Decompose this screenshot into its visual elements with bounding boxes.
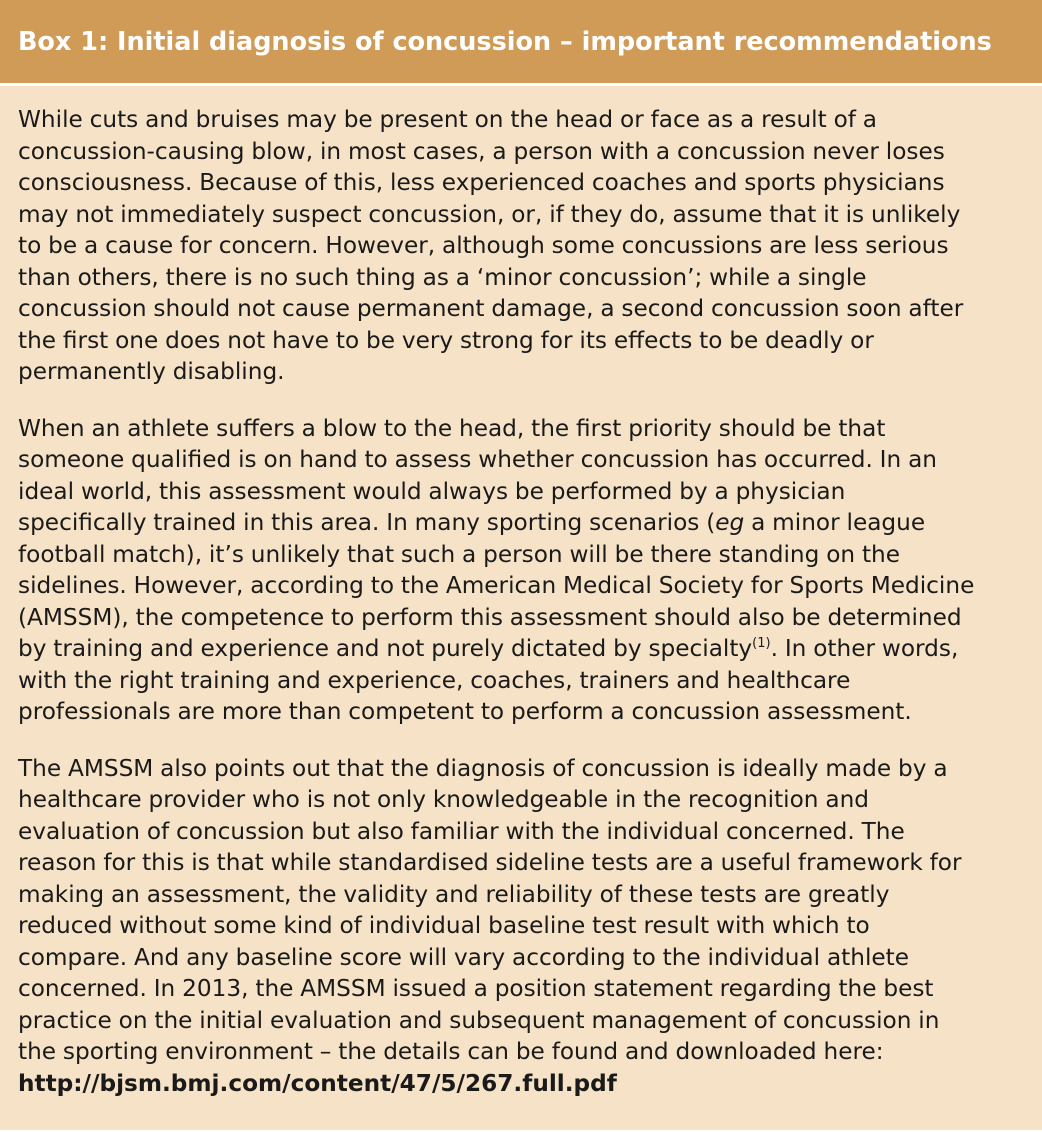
text-line [18,633,1026,665]
box-header [0,0,1042,86]
box-title: Box 1: Initial diagnosis of concussion – important recommendations [18,26,992,57]
text-line: the first one does not have to be very strong for its effects to be deadly or [18,326,874,354]
paragraph-1 [18,104,1026,388]
box-body [0,86,1042,1099]
text-line: than others, there is no such thing as a ‘minor concussion’; while a single [18,263,867,291]
emphasis-eg: eg [715,509,745,536]
text-line: permanently disabling. [18,358,285,385]
text-line: While cuts and bruises may be present on the head or face as a result of a [18,106,877,133]
text-line: ideal world, this assessment would always be performed by a physician [18,477,846,505]
text-line: reduced without some kind of individual baseline test result with which to [18,912,870,939]
text-line: reason for this is that while standardised sideline tests are a useful framework for [18,849,962,876]
text-line: When an athlete suffers a blow to the head, the first priority should be that [18,414,886,442]
text-line: evaluation of concussion but also familiar with the individual concerned. The [18,817,905,845]
text-segment: by training and experience and not purely dictated by specialty [18,635,753,662]
text-line: consciousness. Because of this, less experienced coaches and sports physicians [18,169,945,196]
text-line: sidelines. However, according to the American Medical Society for Sports Medicine [18,572,975,599]
text-line: may not immediately suspect concussion, or, if they do, assume that it is unlikely [18,200,961,228]
text-line: the sporting environment – the details can be found and downloaded here: [18,1038,884,1065]
text-line: someone qualified is on hand to assess whether concussion has occurred. In an [18,446,937,473]
text-line: football match), it’s unlikely that such a person will be there standing on the [18,540,901,568]
text-line: making an assessment, the validity and reliability of these tests are greatly [18,880,890,908]
paragraph-2 [18,413,1026,728]
reference-superscript: (1) [752,636,771,651]
text-line: The AMSSM also points out that the diagnosis of concussion is ideally made by a [18,754,948,782]
text-line: professionals are more than competent to perform a concussion assessment. [18,698,912,725]
text-segment: . In other words, [770,635,959,662]
pdf-link[interactable]: http://bjsm.bmj.com/content/47/5/267.full.pdf [18,1069,617,1097]
text-line: to be a cause for concern. However, although some concussions are less serious [18,232,949,259]
text-line: healthcare provider who is not only knowledgeable in the recognition and [18,786,869,813]
text-line [18,507,1026,539]
paragraph-3 [18,753,1026,1100]
text-line: concerned. In 2013, the AMSSM issued a position statement regarding the best [18,975,934,1002]
text-line: compare. And any baseline score will vary according to the individual athlete [18,943,910,971]
text-line: with the right training and experience, coaches, trainers and healthcare [18,666,851,694]
text-segment: specifically trained in this area. In many sporting scenarios ( [18,509,716,536]
text-line: concussion-causing blow, in most cases, a person with a concussion never loses [18,137,945,165]
text-segment: a minor league [744,509,926,536]
text-line: concussion should not cause permanent damage, a second concussion soon after [18,295,964,322]
text-line: practice on the initial evaluation and subsequent management of concussion in [18,1006,940,1034]
text-line: (AMSSM), the competence to perform this assessment should also be determined [18,603,962,631]
